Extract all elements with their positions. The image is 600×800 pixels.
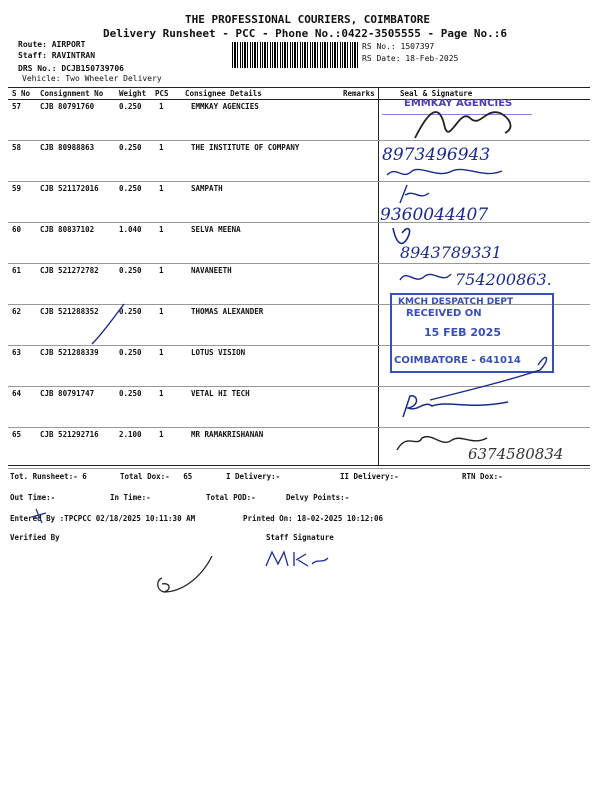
route-label: Route: AIRPORT	[18, 40, 86, 49]
out-time: Out Time:-	[10, 493, 56, 502]
row-weight: 1.040	[119, 225, 142, 234]
i-delivery: I Delivery:-	[226, 472, 281, 481]
row-divider	[8, 222, 590, 223]
row-consignment: CJB 521172016	[40, 184, 99, 193]
col-sno: S No	[12, 89, 31, 98]
col-seal-signature: Seal & Signature	[400, 89, 473, 98]
kmch-received-stamp: KMCH DESPATCH DEPT RECEIVED ON 15 FEB 2025 COIMBATORE - 641014	[390, 293, 554, 373]
row-pcs: 1	[159, 266, 164, 275]
drs-number: DRS No.: DCJB150739706	[18, 64, 124, 73]
row-consignee: SAMPATH	[191, 184, 223, 193]
signature-61	[395, 266, 455, 288]
row-pcs: 1	[159, 102, 164, 111]
staff-signature-label: Staff Signature	[266, 533, 334, 542]
table-row	[8, 224, 590, 265]
row-divider	[8, 263, 590, 264]
row-consignment: CJB 80791747	[40, 389, 95, 398]
signature-64	[398, 392, 518, 422]
row-sno: 62	[12, 307, 22, 316]
row-consignment: CJB 80837102	[40, 225, 95, 234]
row-consignee: VETAL HI TECH	[191, 389, 250, 398]
row-pcs: 1	[159, 307, 164, 316]
row-sno: 58	[12, 143, 22, 152]
delvy-points: Delvy Points:-	[286, 493, 350, 502]
rs-date: RS Date: 18-Feb-2025	[362, 54, 459, 63]
row-consignee: EMMKAY AGENCIES	[191, 102, 259, 111]
row-weight: 0.250	[119, 348, 142, 357]
row-consignment: CJB 80988863	[40, 143, 95, 152]
rs-number: RS No.: 1507397	[362, 42, 435, 51]
phone-58: 8973496943	[382, 145, 491, 165]
staff-label: Staff: RAVINTRAN	[18, 51, 96, 60]
entered-by-scribble	[30, 505, 50, 525]
verified-by: Verified By	[10, 533, 60, 542]
row-consignee: SELVA MEENA	[191, 225, 241, 234]
row-weight: 2.100	[119, 430, 142, 439]
phone-59: 9360044407	[380, 205, 489, 225]
verified-signature	[150, 550, 220, 600]
row-consignee: THOMAS ALEXANDER	[191, 307, 264, 316]
row-divider	[8, 427, 590, 428]
row-sno: 59	[12, 184, 22, 193]
row-weight: 0.250	[119, 389, 142, 398]
ii-delivery: II Delivery:-	[340, 472, 399, 481]
staff-signature	[262, 548, 332, 570]
col-consignment: Consignment No	[40, 89, 104, 98]
row-pcs: 1	[159, 389, 164, 398]
row-weight: 0.250	[119, 307, 142, 316]
table-row	[8, 183, 590, 224]
tot-runsheet: Tot. Runsheet:- 6	[10, 472, 87, 481]
signature-57	[400, 98, 530, 148]
col-consignee: Consignee Details	[185, 89, 262, 98]
row-consignee: THE INSTITUTE OF COMPANY	[191, 143, 300, 152]
row-consignee: NAVANEETH	[191, 266, 232, 275]
row-sno: 63	[12, 348, 22, 357]
row-consignment: CJB 521292716	[40, 430, 99, 439]
col-remarks: Remarks	[343, 89, 375, 98]
row-divider	[8, 468, 590, 469]
row-weight: 0.250	[119, 102, 142, 111]
row-sno: 60	[12, 225, 22, 234]
row-consignee: LOTUS VISION	[191, 348, 246, 357]
rtn-dox: RTN Dox:-	[462, 472, 503, 481]
barcode	[232, 42, 358, 68]
total-dox: Total Dox:- 65	[120, 472, 193, 481]
row-pcs: 1	[159, 143, 164, 152]
signature-58	[382, 163, 522, 183]
row-consignee: MR RAMAKRISHANAN	[191, 430, 264, 439]
row-pcs: 1	[159, 348, 164, 357]
row-weight: 0.250	[119, 266, 142, 275]
company-title: THE PROFESSIONAL COURIERS, COIMBATORE	[185, 13, 431, 26]
row-weight: 0.250	[119, 143, 142, 152]
col-weight: Weight	[119, 89, 147, 98]
row-consignment: CJB 521288339	[40, 348, 99, 357]
row-sno: 65	[12, 430, 22, 439]
phone-65: 6374580834	[468, 445, 564, 463]
phone-61: 754200863.	[455, 270, 552, 289]
row-pcs: 1	[159, 430, 164, 439]
row-sno: 61	[12, 266, 22, 275]
row-weight: 0.250	[119, 184, 142, 193]
row-sno: 64	[12, 389, 22, 398]
signature-59	[395, 183, 435, 207]
tick-mark	[88, 300, 128, 350]
col-pcs: PCS	[155, 89, 169, 98]
row-pcs: 1	[159, 184, 164, 193]
vehicle-label: Vehicle: Two Wheeler Delivery	[22, 74, 162, 83]
entered-by: Entered By :TPCPCC 02/18/2025 10:11:30 AM	[10, 514, 196, 523]
runsheet-subtitle: Delivery Runsheet - PCC - Phone No.:0422-3505555 - Page No.:6	[103, 27, 507, 40]
emmkay-stamp: EMMKAY AGENCIES	[378, 98, 538, 134]
row-sno: 57	[12, 102, 22, 111]
row-pcs: 1	[159, 225, 164, 234]
row-consignment: CJB 521272782	[40, 266, 99, 275]
row-consignment: CJB 521288352	[40, 307, 99, 316]
total-pod: Total POD:-	[206, 493, 256, 502]
in-time: In Time:-	[110, 493, 151, 502]
row-consignment: CJB 80791760	[40, 102, 95, 111]
phone-60: 8943789331	[400, 243, 502, 262]
printed-on: Printed On: 18-02-2025 10:12:06	[243, 514, 383, 523]
